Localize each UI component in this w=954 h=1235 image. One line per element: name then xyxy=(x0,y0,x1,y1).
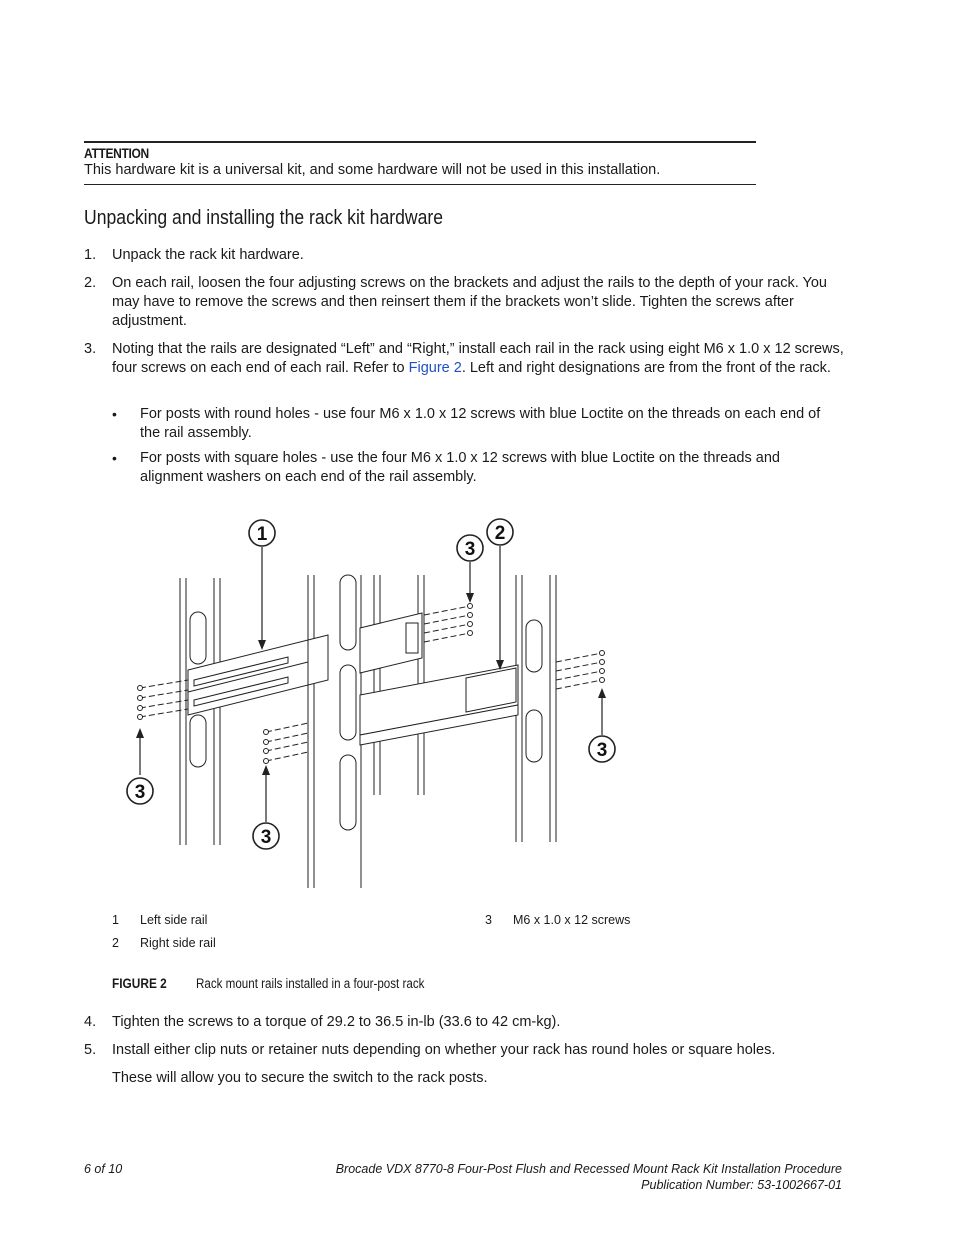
step-text-part: Noting that the rails are designated “Left” and “Right,” install each rail in the rack using eight M6 x 1.0 x 12 screws, four screws on each end of each rail. Refer to xyxy=(112,341,844,376)
legend-number: 3 xyxy=(485,913,492,927)
legend-label: Left side rail xyxy=(140,913,208,927)
callout-3: 3 xyxy=(596,740,608,761)
step-5 xyxy=(84,1041,844,1060)
attention-text: This hardware kit is a universal kit, and some hardware will not be used in this installation. xyxy=(84,162,661,178)
step-text: Install either clip nuts or retainer nuts depending on whether your rack has round holes or square holes. xyxy=(112,1042,776,1058)
callout-3: 3 xyxy=(134,782,146,803)
figure-2-link[interactable]: Figure 2 xyxy=(408,359,462,376)
step-text: On each rail, loosen the four adjusting screws on the brackets and adjust the rails to the depth of your rack. You may have to remove the screws and then reinsert them if the brackets won’t slide. Tighten the screws after adjustment. xyxy=(112,275,827,329)
step-number: 3. xyxy=(84,341,97,357)
step-note-text: These will allow you to secure the switch to the rack posts. xyxy=(112,1070,488,1086)
publication-number: Publication Number: 53-1002667-01 xyxy=(641,1177,842,1192)
legend-label: M6 x 1.0 x 12 screws xyxy=(513,913,631,927)
callout-2: 2 xyxy=(494,523,506,544)
callout-1: 1 xyxy=(256,524,268,545)
step-number: 1. xyxy=(84,247,97,263)
bullet-round-holes xyxy=(112,405,842,443)
left-rear-post xyxy=(308,575,361,888)
left-side-rail xyxy=(188,635,328,715)
bullet-text: For posts with round holes - use four M6 x 1.0 x 12 screws with blue Loctite on the threads on each end of the rail assembly. xyxy=(140,406,821,441)
document-title: Brocade VDX 8770-8 Four-Post Flush and Recessed Mount Rack Kit Installation Procedure xyxy=(335,1162,842,1176)
bullet-dot: • xyxy=(112,450,117,466)
attention-bottom-rule xyxy=(84,184,756,185)
figure-caption-text: Rack mount rails installed in a four-post rack xyxy=(196,976,425,991)
legend-number: 2 xyxy=(112,936,119,950)
right-rear-post xyxy=(516,575,556,842)
footer-info xyxy=(336,1162,842,1193)
page-number: 6 of 10 xyxy=(84,1162,123,1176)
bullet-dot: • xyxy=(112,406,117,422)
rack-rail-illustration xyxy=(118,510,618,895)
right-side-rail xyxy=(360,613,518,745)
callout-3: 3 xyxy=(464,539,476,560)
step-2 xyxy=(84,274,844,330)
step-3 xyxy=(84,340,844,378)
step-5-note xyxy=(84,1069,844,1088)
step-text: Unpack the rack kit hardware. xyxy=(112,247,304,263)
legend-number: 1 xyxy=(112,913,119,927)
step-number: 2. xyxy=(84,275,97,291)
figure-caption-label: FIGURE 2 xyxy=(112,976,167,991)
step-text xyxy=(112,340,844,378)
step-text-part: . Left and right designations are from the front of the rack. xyxy=(461,359,831,376)
step-4 xyxy=(84,1013,844,1032)
step-number: 4. xyxy=(84,1014,97,1030)
step-number: 5. xyxy=(84,1042,97,1058)
bullet-text: For posts with square holes - use the four M6 x 1.0 x 12 screws with blue Loctite on the threads and alignment washers on each end of the rail assembly. xyxy=(140,450,780,485)
attention-label: ATTENTION xyxy=(84,145,149,161)
attention-top-rule xyxy=(84,141,756,143)
step-1 xyxy=(84,246,844,265)
step-text: Tighten the screws to a torque of 29.2 to 36.5 in-lb (33.6 to 42 cm-kg). xyxy=(112,1014,561,1030)
legend-label: Right side rail xyxy=(140,936,216,950)
bullet-square-holes xyxy=(112,449,842,487)
callout-3: 3 xyxy=(260,827,272,848)
section-heading: Unpacking and installing the rack kit hardware xyxy=(84,207,444,229)
